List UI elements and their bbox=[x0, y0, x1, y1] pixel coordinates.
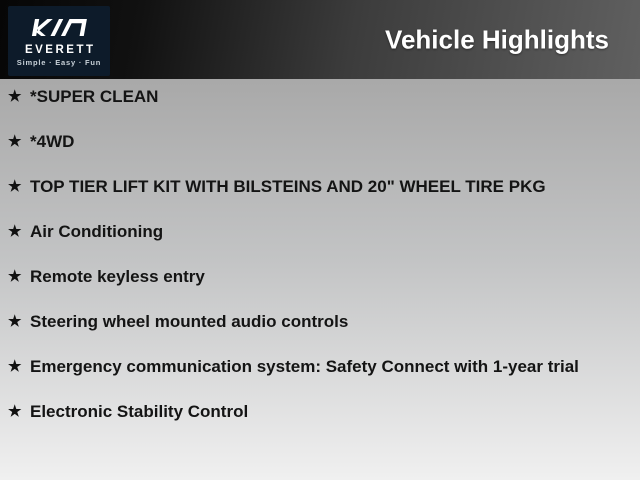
star-icon: ★ bbox=[8, 358, 22, 375]
highlight-item bbox=[8, 401, 622, 423]
star-icon: ★ bbox=[8, 88, 22, 105]
highlight-item bbox=[8, 221, 622, 243]
highlights-list bbox=[8, 86, 622, 423]
highlight-item bbox=[8, 86, 622, 108]
dealer-tagline: Simple · Easy · Fun bbox=[16, 57, 102, 67]
header bbox=[0, 0, 640, 82]
dealer-name: EVERETT bbox=[24, 43, 96, 56]
highlight-text: Remote keyless entry bbox=[30, 267, 205, 286]
highlight-item bbox=[8, 176, 622, 198]
highlights-body bbox=[0, 82, 640, 480]
star-icon: ★ bbox=[8, 133, 22, 150]
star-icon: ★ bbox=[8, 223, 22, 240]
highlight-item bbox=[8, 356, 622, 378]
highlight-item bbox=[8, 131, 622, 153]
kia-logo-icon bbox=[28, 18, 90, 37]
highlight-text: Air Conditioning bbox=[30, 222, 164, 241]
highlight-text: *SUPER CLEAN bbox=[30, 87, 159, 106]
page-title: Vehicle Highlights bbox=[385, 24, 609, 54]
highlight-item bbox=[8, 311, 622, 333]
dealer-logo-box bbox=[8, 6, 110, 76]
highlight-text: Electronic Stability Control bbox=[30, 402, 249, 421]
star-icon: ★ bbox=[8, 178, 22, 195]
highlight-text: *4WD bbox=[30, 132, 75, 151]
highlight-text: Steering wheel mounted audio controls bbox=[30, 312, 349, 331]
star-icon: ★ bbox=[8, 268, 22, 285]
highlight-text: Emergency communication system: Safety Connect with 1-year trial bbox=[30, 357, 579, 376]
star-icon: ★ bbox=[8, 313, 22, 330]
highlight-text: TOP TIER LIFT KIT WITH BILSTEINS AND 20" WHEEL TIRE PKG bbox=[30, 177, 546, 196]
highlight-item bbox=[8, 266, 622, 288]
star-icon: ★ bbox=[8, 403, 22, 420]
